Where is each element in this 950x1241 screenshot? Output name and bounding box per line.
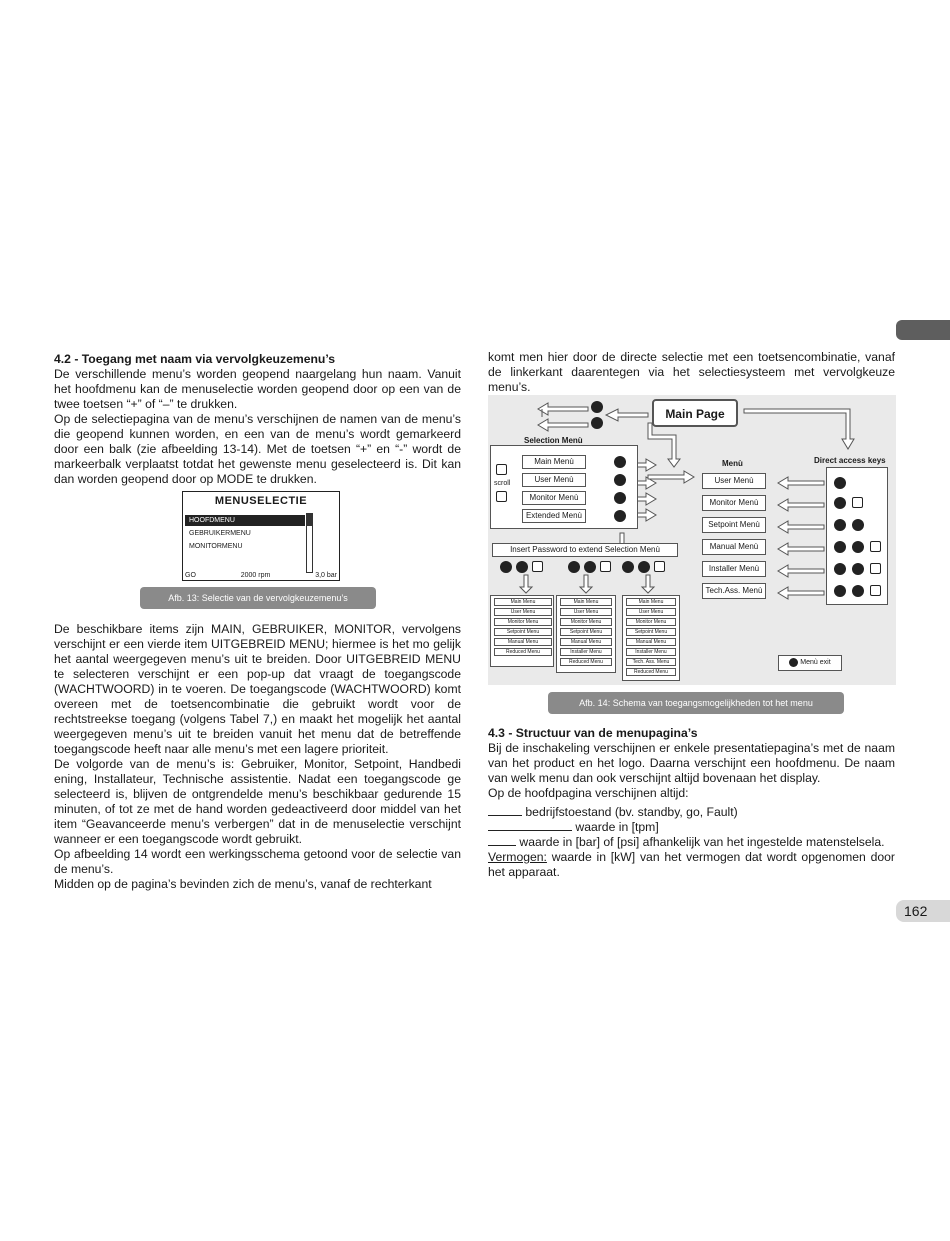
minus-key-icon bbox=[852, 497, 863, 508]
list-menu-entry: Installer Menu bbox=[626, 648, 676, 656]
list-menu-entry: Reduced Menu bbox=[626, 668, 676, 676]
mode-key-icon bbox=[614, 474, 626, 486]
mode-key-icon bbox=[834, 563, 846, 575]
list-item bbox=[488, 805, 895, 820]
sel-item-extended: Extended Menù bbox=[522, 509, 586, 523]
minus-key-icon bbox=[870, 563, 881, 574]
menu-installer: Installer Menù bbox=[702, 561, 766, 577]
plus-key-icon bbox=[496, 464, 507, 475]
paragraph: Op de selectiepagina van de menu’s verschijnen de namen van de menu’s die geopend kunnen worden, en een van de menu’s wordt gemarkeerd door een balk (zie afbeelding 13-14). Met de toetsen “+” en “-” wordt de markeerbalk verplaatst totdat het gewenste menu geselecteerd is. Dit kan dan worden geopend door op MODE te drukken. bbox=[54, 412, 461, 486]
lcd-item: GEBRUIKERMENU bbox=[189, 530, 251, 537]
list-menu-entry: Manual Menu bbox=[494, 638, 552, 646]
list-item bbox=[488, 850, 895, 880]
list-menu-entry: Monitor Menu bbox=[626, 618, 676, 626]
left-column-top bbox=[54, 352, 461, 487]
set-key-icon bbox=[638, 561, 650, 573]
list-menu-entry: User Menu bbox=[626, 608, 676, 616]
mode-key-icon bbox=[834, 477, 846, 489]
menu-tech-ass: Tech.Ass. Menù bbox=[702, 583, 766, 599]
plus-key-icon bbox=[654, 561, 665, 572]
mode-key-icon bbox=[614, 492, 626, 504]
paragraph: Op afbeelding 14 wordt een werkingsschema getoond voor de selectie van de menu’s. bbox=[54, 847, 461, 876]
mode-key-icon bbox=[834, 585, 846, 597]
menu-manual: Manual Menù bbox=[702, 539, 766, 555]
list-text: bedrijfstoestand (bv. standby, go, Fault) bbox=[525, 805, 738, 819]
sel-item-monitor: Monitor Menù bbox=[522, 491, 586, 505]
lcd-rpm: 2000 rpm bbox=[240, 572, 271, 579]
list-item bbox=[488, 820, 895, 835]
list-text: waarde in [bar] of [psi] afhankelijk van het ingestelde matenstelsela. bbox=[519, 835, 885, 849]
list-menu-entry: User Menu bbox=[494, 608, 552, 616]
set-key-icon bbox=[789, 658, 798, 667]
figure-13-caption: Afb. 13: Selectie van de vervolgkeuzemenu’s bbox=[140, 587, 376, 609]
list-menu-entry: Main Menu bbox=[626, 598, 676, 606]
list-text: waarde in [kW] van het vermogen dat wordt opgenomen door het apparaat. bbox=[488, 850, 895, 879]
list-menu-entry: Setpoint Menu bbox=[494, 628, 552, 636]
set-key-icon bbox=[834, 497, 846, 509]
lcd-scrollbar bbox=[306, 513, 313, 573]
plus-key-icon bbox=[852, 541, 864, 553]
list-menu-entry: Manual Menu bbox=[560, 638, 612, 646]
lcd-mode: GO bbox=[185, 572, 196, 579]
minus-key-icon bbox=[496, 491, 507, 502]
list-menu-entry: Reduced Menu bbox=[494, 648, 552, 656]
list-menu-entry: Manual Menu bbox=[626, 638, 676, 646]
lcd-status-bar bbox=[185, 572, 337, 579]
blank-underline bbox=[488, 845, 516, 846]
list-menu-entry: Monitor Menu bbox=[560, 618, 612, 626]
direct-keys-title: Direct access keys bbox=[814, 456, 886, 465]
mode-key-icon bbox=[568, 561, 580, 573]
selection-menu-title: Selection Menù bbox=[524, 436, 583, 445]
menu-setpoint: Setpoint Menù bbox=[702, 517, 766, 533]
list-menu-entry: Reduced Menu bbox=[560, 658, 612, 666]
section-heading-4-3: 4.3 - Structuur van de menupagina’s bbox=[488, 726, 698, 740]
section-heading-4-2: 4.2 - Toegang met naam via vervolgkeuzemenu’s bbox=[54, 352, 336, 366]
menu-exit-box bbox=[778, 655, 842, 671]
lcd-pressure: 3,0 bar bbox=[315, 572, 337, 579]
list-text: waarde in [tpm] bbox=[575, 820, 659, 834]
menu-user: User Menù bbox=[702, 473, 766, 489]
right-column-top bbox=[488, 350, 895, 395]
lcd-item: MONITORMENU bbox=[189, 543, 243, 550]
password-box: Insert Password to extend Selection Menù bbox=[492, 543, 678, 557]
plus-key-icon bbox=[532, 561, 543, 572]
menu-monitor: Monitor Menù bbox=[702, 495, 766, 511]
paragraph: De verschillende menu’s worden geopend naargelang hun naam. Vanuit het hoofdmenu kan de menuselectie worden geopend door op een van de twee toetsen “+” of “–” te drukken. bbox=[54, 367, 461, 411]
lcd-title: MENUSELECTIE bbox=[214, 495, 308, 507]
mode-key-icon bbox=[622, 561, 634, 573]
plus-key-icon bbox=[870, 585, 881, 596]
page-number: 162 bbox=[896, 900, 950, 922]
menu-access-diagram bbox=[488, 395, 896, 685]
mode-key-icon bbox=[614, 456, 626, 468]
list-label: Vermogen: bbox=[488, 850, 547, 864]
paragraph: Bij de inschakeling verschijnen er enkele presentatiepagina’s met de naam van het product en het logo. Daarna verschijnt een hoofdmenu. De naam van welk menu dan ook verschijnt altijd bovenaan het display. bbox=[488, 741, 895, 785]
right-column-bottom bbox=[488, 726, 895, 880]
sel-item-user: User Menù bbox=[522, 473, 586, 487]
set-key-icon bbox=[852, 563, 864, 575]
list-item bbox=[488, 835, 895, 850]
left-column-bottom bbox=[54, 622, 461, 892]
mode-key-icon bbox=[614, 510, 626, 522]
blank-underline bbox=[488, 830, 572, 831]
set-key-icon bbox=[500, 561, 512, 573]
main-page-box: Main Page bbox=[652, 399, 738, 427]
menu-column-title: Menù bbox=[722, 459, 743, 468]
set-key-icon bbox=[834, 541, 846, 553]
list-menu-entry: Setpoint Menu bbox=[560, 628, 612, 636]
figure-14-caption: Afb. 14: Schema van toegangsmogelijkheden tot het menu bbox=[548, 692, 844, 714]
set-key-icon bbox=[852, 519, 864, 531]
list-menu-entry: Main Menu bbox=[494, 598, 552, 606]
mode-key-icon bbox=[834, 519, 846, 531]
sel-item-main: Main Menù bbox=[522, 455, 586, 469]
section-tab bbox=[896, 320, 950, 340]
paragraph: De volgorde van de menu’s is: Gebruiker, Monitor, Setpoint, Handbedi ening, Installateur, Technische assistentie. Nadat een toegangscode ge selecteerd is, blijven de ontgrendelde menu’s beschikbaar gedurende 15 minuten, of tot ze met de hand worden gedeactiveerd door middel van het item “Geavanceerde menu’s verbergen” dat in de menuselectie verschijnt wanneer er een toegangscode wordt gebruikt. bbox=[54, 757, 461, 846]
list-menu-entry: User Menu bbox=[560, 608, 612, 616]
paragraph: Op de hoofdpagina verschijnen altijd: bbox=[488, 786, 689, 800]
minus-key-icon bbox=[516, 561, 528, 573]
paragraph: Midden op de pagina’s bevinden zich de menu’s, vanaf de rechterkant bbox=[54, 877, 432, 891]
lcd-menu-selection bbox=[182, 491, 340, 581]
minus-key-icon bbox=[600, 561, 611, 572]
blank-underline bbox=[488, 815, 522, 816]
lcd-item-selected: HOOFDMENU bbox=[185, 515, 305, 526]
set-key-icon bbox=[584, 561, 596, 573]
list-menu-entry: Main Menu bbox=[560, 598, 612, 606]
list-menu-entry: Setpoint Menu bbox=[626, 628, 676, 636]
paragraph: De beschikbare items zijn MAIN, GEBRUIKER, MONITOR, vervolgens verschijnt er een vierde item UITGEBREID MENU; hiermee is het mo gelijk het aantal weergegeven menu’s uit te breiden. Door UITGEBREID MENU te selecteren verschijnt er een pop-up dat vraagt de toegangscode (WACHTWOORD) in te voeren. De toegangscode (WACHTWOORD) komt overeen met de toetsencombinatie die gebruikt wordt voor de rechtstreekse toegang (volgens Tabel 7,) en maakt het mogelijk het aantal weergegeven menu’s uit te breiden vanuit het menu dat de betreffende toegangscode heeft naar alle menu’s met een lagere prioriteit. bbox=[54, 622, 461, 756]
paragraph: komt men hier door de directe selectie met een toetsencombinatie, vanaf de linkerkant daarentegen via het selectiesysteem met vervolgkeuze menu’s. bbox=[488, 350, 895, 394]
set-key-icon bbox=[852, 585, 864, 597]
list-menu-entry: Tech. Ass. Menu bbox=[626, 658, 676, 666]
list-menu-entry: Installer Menu bbox=[560, 648, 612, 656]
scroll-label: scroll bbox=[494, 480, 511, 487]
list-menu-entry: Monitor Menu bbox=[494, 618, 552, 626]
menu-exit-label: Menù exit bbox=[800, 659, 831, 666]
minus-key-icon bbox=[870, 541, 881, 552]
